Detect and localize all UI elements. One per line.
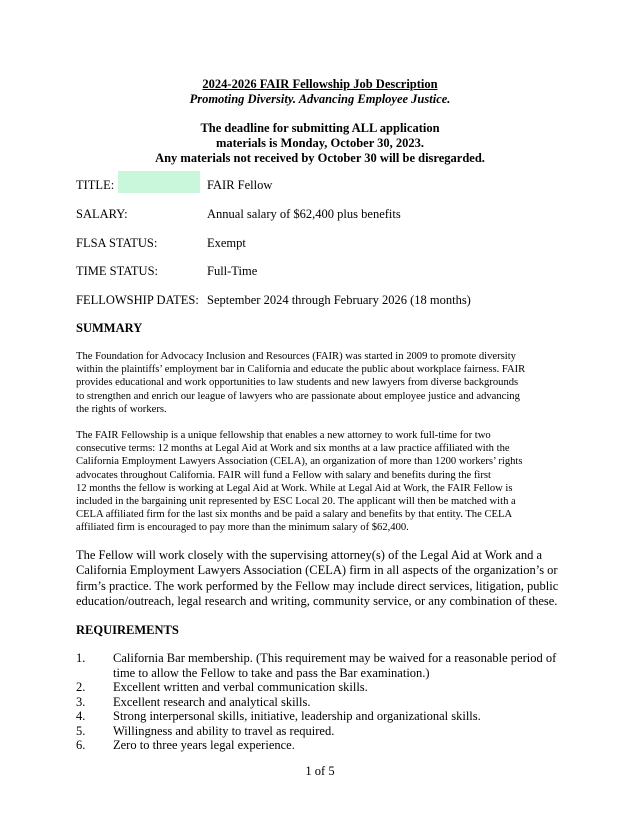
field-value: Full-Time <box>207 264 258 278</box>
item-number: 6. <box>76 738 86 752</box>
deadline-line: Any materials not received by October 30 will be disregarded. <box>155 151 485 165</box>
item-text: Excellent written and verbal communication skills. <box>113 680 368 694</box>
paragraph-line: California Employment Lawyers Association (CELA) firm in all aspects of the organization’s or <box>76 563 558 578</box>
field-label: FLSA STATUS: <box>76 236 158 250</box>
list-item <box>76 651 576 666</box>
paragraph-line: The Fellow will work closely with the supervising attorney(s) of the Legal Aid at Work and a <box>76 548 543 562</box>
paragraph-line: within the plaintiffs’ employment bar in California and educate the public about workplace fairness. FAIR <box>76 364 526 376</box>
item-number: 3. <box>76 694 86 709</box>
deadline-notice <box>0 121 640 166</box>
field-title <box>76 177 576 193</box>
item-number: 4. <box>76 709 86 723</box>
field-value: Annual salary of $62,400 plus benefits <box>207 207 401 221</box>
deadline-line: materials is Monday, October 30, 2023. <box>215 136 425 150</box>
field-label: TITLE: <box>76 178 115 192</box>
item-text: Zero to three years legal experience. <box>113 738 295 752</box>
item-number: 5. <box>76 723 86 738</box>
paragraph-line: 12 months the fellow is working at Legal Aid at Work. While at Legal Aid at Work, the FAIR Fellow is <box>76 482 513 494</box>
item-text: Strong interpersonal skills, initiative, leadership and organizational skills. <box>113 709 481 723</box>
deadline-line: The deadline for submitting ALL application <box>200 121 440 135</box>
item-text: Willingness and ability to travel as required. <box>113 723 335 738</box>
paragraph-line: to strengthen and enrich our league of lawyers who are passionate about employee justice and advancing <box>76 390 520 402</box>
list-item <box>76 695 576 710</box>
document-title: 2024-2026 FAIR Fellowship Job Description <box>202 77 438 91</box>
field-value: FAIR Fellow <box>207 178 273 192</box>
summary-heading: SUMMARY <box>76 321 143 335</box>
list-item <box>76 738 576 753</box>
field-label: FELLOWSHIP DATES: <box>76 293 199 307</box>
paragraph-line: CELA affiliated firm for the last six months and be paid a salary and benefits by that entity. The CELA <box>76 509 513 521</box>
list-item-continuation <box>76 666 576 681</box>
paragraph-line: affiliated firm is encouraged to pay more than the minimum salary of $62,400. <box>76 522 409 534</box>
requirements-list <box>76 651 576 753</box>
field-label: TIME STATUS: <box>76 264 158 278</box>
summary-paragraph-1 <box>76 350 566 416</box>
requirements-heading: REQUIREMENTS <box>76 623 179 637</box>
list-item <box>76 724 576 739</box>
field-flsa-status <box>76 235 576 251</box>
paragraph-line: the rights of workers. <box>76 403 167 415</box>
paragraph-line: firm’s practice. The work performed by the Fellow may include direct services, litigation, public <box>76 578 559 593</box>
paragraph-line: education/outreach, legal research and writing, community service, or any combination of these. <box>76 594 558 609</box>
summary-paragraph-3 <box>76 548 566 610</box>
field-time-status <box>76 263 576 279</box>
summary-paragraph-2 <box>76 429 566 535</box>
field-fellowship-dates <box>76 292 576 308</box>
field-value: September 2024 through February 2026 (18 months) <box>207 293 471 307</box>
paragraph-line: The Foundation for Advocacy Inclusion and Resources (FAIR) was started in 2009 to promote diversity <box>76 351 516 362</box>
item-text: California Bar membership. (This requirement may be waived for a reasonable period of <box>113 651 557 665</box>
item-text: time to allow the Fellow to take and pass the Bar examination.) <box>113 665 430 680</box>
field-value: Exempt <box>207 236 246 250</box>
list-item <box>76 709 576 724</box>
paragraph-line: advocates throughout California. FAIR will fund a Fellow with salary and benefits during the first <box>76 469 491 481</box>
field-salary <box>76 206 576 222</box>
page-number: 1 of 5 <box>305 764 335 778</box>
paragraph-line: consecutive terms: 12 months at Legal Aid at Work and six months at a law practice affiliated with the <box>76 443 510 455</box>
field-label: SALARY: <box>76 207 128 221</box>
item-number: 2. <box>76 680 86 694</box>
document-subtitle: Promoting Diversity. Advancing Employee Justice. <box>189 92 451 106</box>
paragraph-line: included in the bargaining unit represented by ESC Local 20. The applicant will then be matched with a <box>76 495 516 507</box>
paragraph-line: California Employment Lawyers Association (CELA), an organization of more than 1200 workers’ rights <box>76 456 523 468</box>
item-text: Excellent research and analytical skills. <box>113 694 311 709</box>
list-item <box>76 680 576 695</box>
paragraph-line: The FAIR Fellowship is a unique fellowship that enables a new attorney to work full-time for two <box>76 430 491 441</box>
item-number: 1. <box>76 651 86 665</box>
paragraph-line: provides educational and work opportunities to law students and new lawyers from diverse backgrounds <box>76 377 519 389</box>
